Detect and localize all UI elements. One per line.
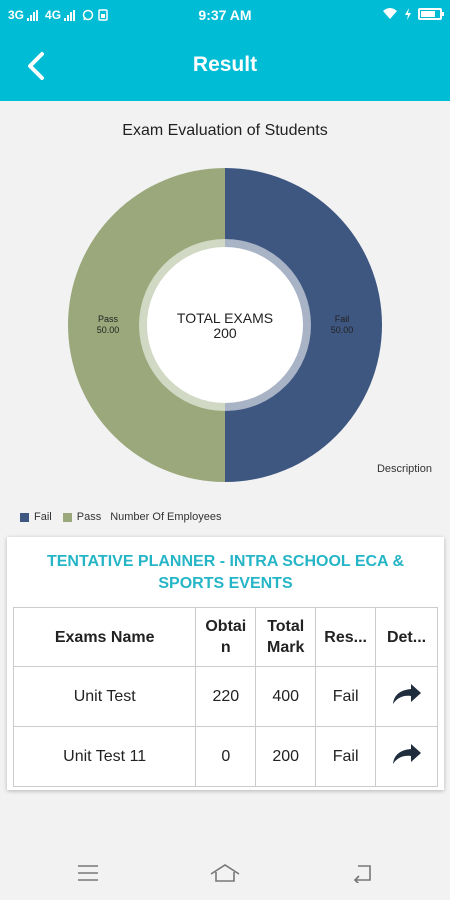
details-button[interactable] [391,682,423,706]
col-details: Det... [376,608,438,667]
wifi-icon [382,7,398,20]
page-title: Result [192,53,258,76]
slice-label-fail: Fail [334,314,350,324]
chart-legend [20,511,221,523]
network-4g-label: 4G [45,8,62,22]
center-value: 200 [213,325,237,341]
center-label: TOTAL EXAMS [176,310,274,326]
clock: 9:37 AM [198,7,252,23]
table-header-row [14,608,438,667]
legend-fail-label: Fail [34,511,52,523]
details-cell [376,727,438,787]
home-icon [209,862,241,884]
obtain-cell: 220 [196,667,256,727]
total-mark-cell: 400 [256,667,316,727]
col-obtain-line2: n [220,639,231,656]
charging-icon [404,8,412,20]
legend-dataset-label: Number Of Employees [110,511,222,523]
system-nav-bar [0,845,450,900]
obtain-cell: 0 [196,727,256,787]
table-row [14,727,438,787]
chart-title: Exam Evaluation of Students [122,122,328,139]
forward-arrow-icon [391,742,423,766]
col-obtain-line1: Obtai [205,618,247,635]
col-result: Res... [316,608,376,667]
planner-card [7,537,444,790]
status-right [382,7,442,20]
legend-pass-swatch [63,513,72,522]
donut-chart [0,150,450,500]
forward-arrow-icon [391,682,423,706]
app-bar [0,31,450,101]
col-total-line1: Total [267,618,305,635]
legend-fail-swatch [20,513,29,522]
total-mark-cell: 200 [256,727,316,787]
status-bar [0,0,450,31]
home-button[interactable] [208,859,242,887]
planner-title-line1: TENTATIVE PLANNER - INTRA SCHOOL ECA & [46,553,405,570]
slice-value-pass: 50.00 [96,325,120,335]
col-obtain [196,608,256,667]
col-total-mark [256,608,316,667]
col-exam-name: Exams Name [14,608,196,667]
legend-pass-label: Pass [76,511,102,523]
results-table [13,607,438,787]
slice-value-fail: 50.00 [330,325,354,335]
slice-label-pass: Pass [97,314,119,324]
chart-description: Description [376,463,432,475]
menu-icon [76,864,100,882]
details-cell [376,667,438,727]
planner-title-line2: SPORTS EVENTS [158,575,293,592]
back-nav-button[interactable] [345,859,379,887]
result-cell: Fail [316,727,376,787]
col-total-line2: Mark [267,639,305,656]
details-button[interactable] [391,742,423,766]
result-cell: Fail [316,667,376,727]
exam-name-cell: Unit Test [14,667,196,727]
planner-title [7,551,444,595]
back-icon [350,863,374,883]
table-row [14,667,438,727]
menu-button[interactable] [71,859,105,887]
network-3g-label: 3G [8,8,25,22]
exam-name-cell: Unit Test 11 [14,727,196,787]
battery-icon [418,8,442,20]
